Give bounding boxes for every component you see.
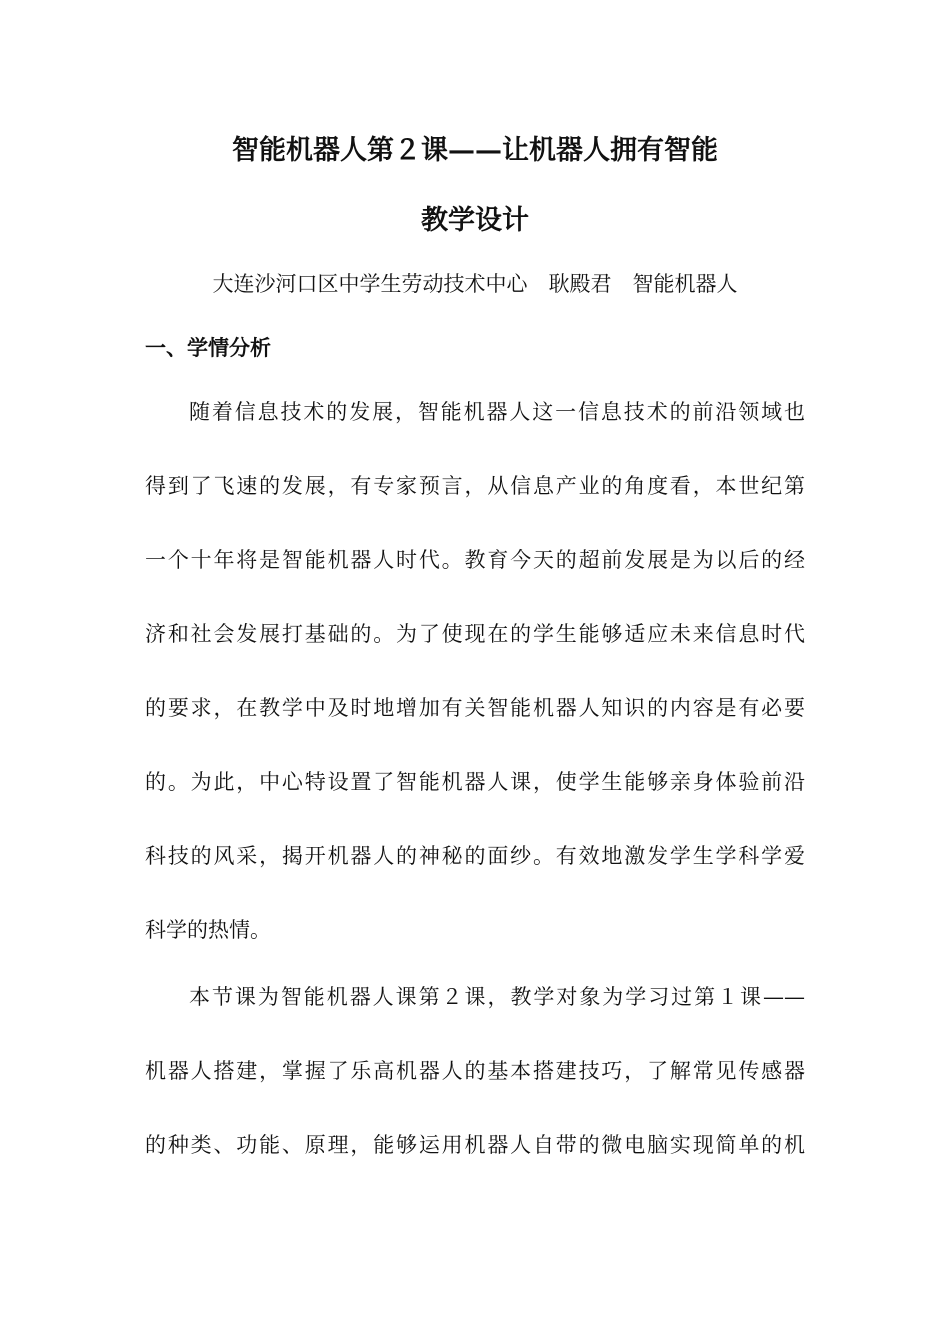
paragraph-line: 随着信息技术的发展，智能机器人这一信息技术的前沿领域也: [189, 400, 805, 424]
paragraph-line: 的。为此，中心特设置了智能机器人课，使学生能够亲身体验前沿: [145, 770, 805, 794]
paragraph-line: 机器人搭建，掌握了乐高机器人的基本搭建技巧，了解常见传感器: [145, 1059, 805, 1083]
document-title: 智能机器人第２课——让机器人拥有智能: [232, 135, 718, 166]
paragraph-line: 一个十年将是智能机器人时代。教育今天的超前发展是为以后的经: [145, 548, 805, 572]
paragraph-line: 得到了飞速的发展，有专家预言，从信息产业的角度看，本世纪第: [145, 474, 805, 498]
paragraph-line: 科技的风采，揭开机器人的神秘的面纱。有效地激发学生学科学爱: [145, 844, 805, 868]
paragraph-line: 济和社会发展打基础的。为了使现在的学生能够适应未来信息时代: [145, 622, 805, 646]
paragraph-line: 科学的热情。: [145, 918, 271, 942]
paragraph-line: 本节课为智能机器人课第２课，教学对象为学习过第１课——: [189, 985, 805, 1009]
author-line: 大连沙河口区中学生劳动技术中心 耿殿君 智能机器人: [212, 272, 738, 296]
paragraph-line: 的种类、功能、原理，能够运用机器人自带的微电脑实现简单的机: [145, 1133, 805, 1157]
paragraph-line: 的要求，在教学中及时地增加有关智能机器人知识的内容是有必要: [145, 696, 805, 720]
section-heading: 一、学情分析: [145, 335, 271, 360]
document-subtitle: 教学设计: [421, 205, 529, 236]
